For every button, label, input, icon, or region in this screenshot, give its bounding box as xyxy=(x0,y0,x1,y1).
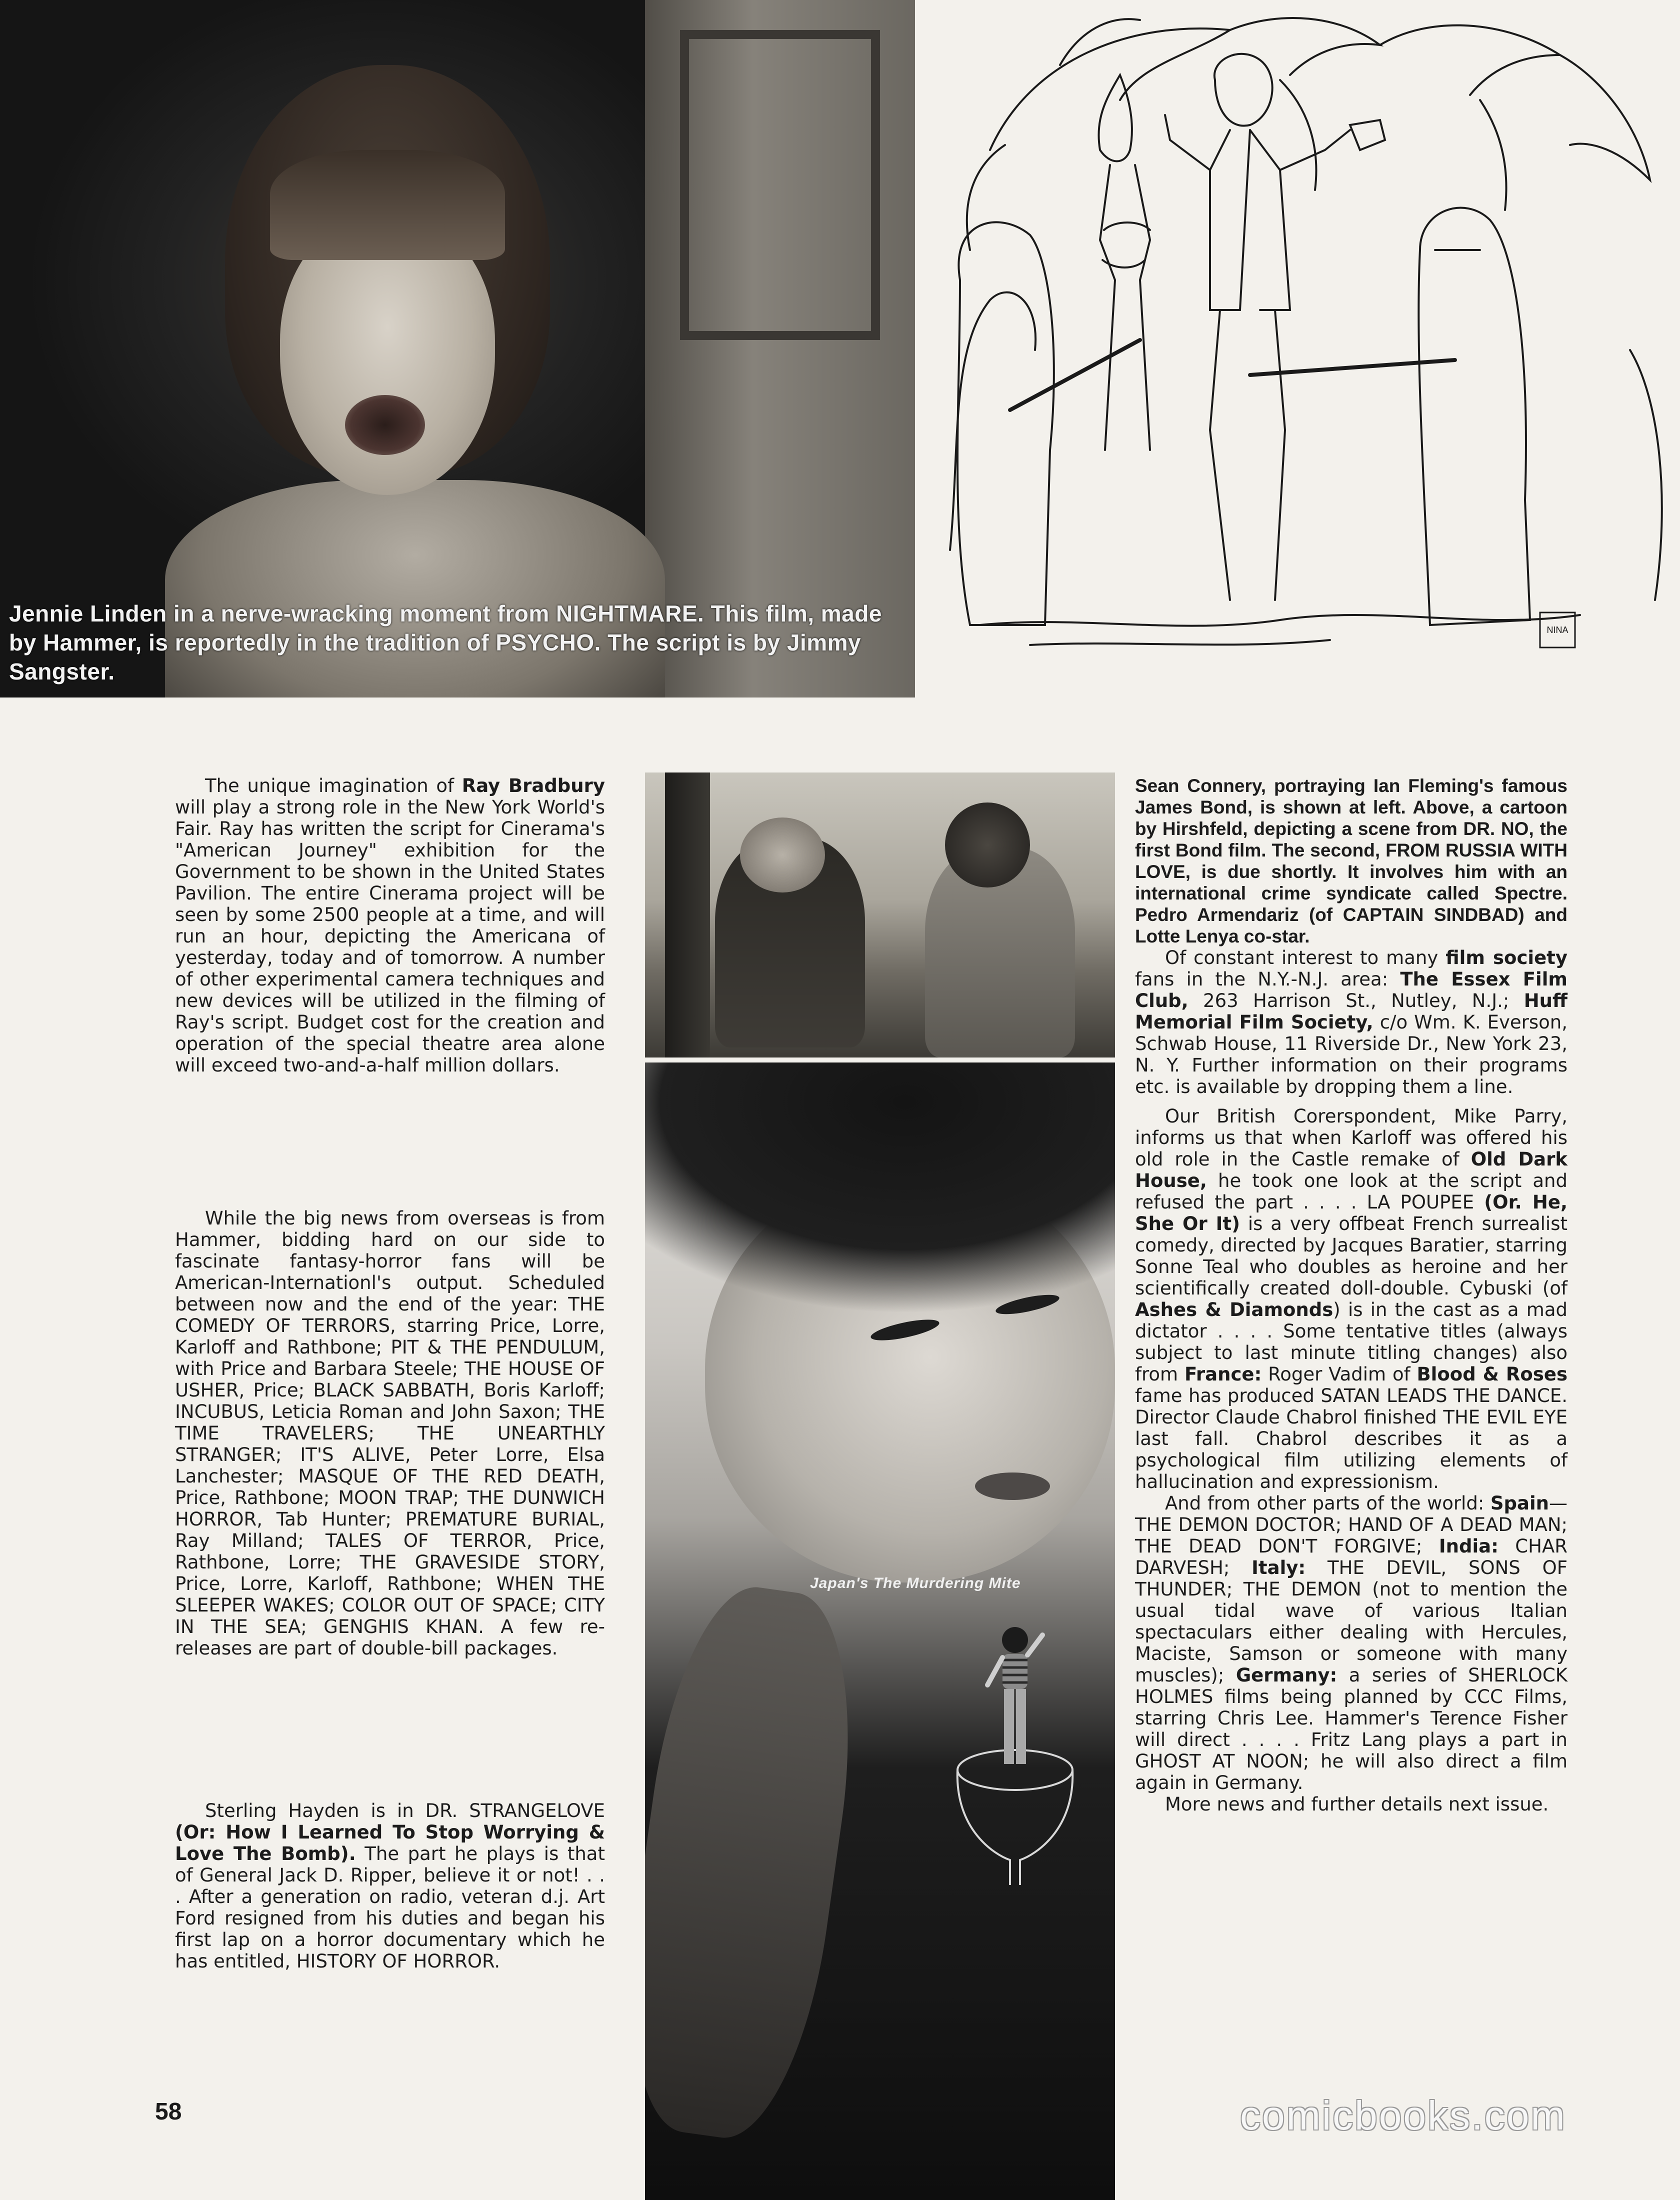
photo-bond-fight xyxy=(645,772,1115,1058)
photo-nightmare xyxy=(0,0,915,698)
caption-bond: Sean Connery, portraying Ian Fleming's famous James Bond, is shown at left. Above, a cartoon by Hirshfeld, depicting a scene from DR. NO, the first Bond film. The second, FROM RUSSIA WITH LOVE, is due shortly. It involves him with an international crime syndicate called Spectre. Pedro Armendariz (of CAPTAIN SINDBAD) and Lotte Lenya co-star. xyxy=(1135,776,1568,946)
page-number: 58 xyxy=(155,2098,182,2125)
photo-woman-hand xyxy=(645,1577,872,2148)
article-paragraph-bradbury: The unique imagination of Ray Bradbury will play a strong role in the New York World's Fair. Ray has written the script for Cinerama's "American Journey" exhibition for the Government to be shown in the United States Pavilion. The entire Cinerama project will be seen by some 2500 people at a time, and will run an hour, depicting the Americana of yesterday, today and of tomorrow. A number of other experimental camera techniques and new devices will be utilized in the filming of Ray's script. Budget cost for the creation and operation of the special theatre area alone will exceed two-and-a-half million dollars. xyxy=(175,775,605,1076)
watermark: comicbooks.com xyxy=(1240,2093,1566,2138)
svg-text:NINA: NINA xyxy=(1546,625,1568,635)
photo-door-panel xyxy=(680,30,880,340)
article-column-right xyxy=(1135,775,1568,1815)
article-paragraph-american-international: While the big news from overseas is from Hammer, bidding hard on our side to fascinate fantasy-horror fans will be American-Internationl's output. Scheduled between now and the end of the year: THE COMEDY OF TERRORS, starring Price, Lorre, Karloff and Rathbone; PIT & THE PENDULUM, with Price and Barbara Steele; THE HOUSE OF USHER, Price; BLACK SABBATH, Boris Karloff; INCUBUS, Leticia Roman and John Saxon; THE TIME TRAVELERS; THE UNEARTHLY STRANGER; IT'S ALIVE, Peter Lorre, Elsa Lanchester; MASQUE OF THE RED DEATH, Price, Rathbone; MOON TRAP; THE DUNWICH HORROR, Tab Hunter; PREMATURE BURIAL, Ray Milland; TALES OF TERROR, Price, Rathbone, Lorre; THE GRAVESIDE STORY, Price, Lorre, Karloff, Rathbone; WHEN THE SLEEPER WAKES; COLOR OUT OF SPACE; CITY IN THE SEA; GENGHIS KHAN. A few re-releases are part of double-bill packages. xyxy=(175,1208,605,1659)
photo-man-jacket-head xyxy=(945,802,1030,888)
photo-woman-hair xyxy=(645,1062,1115,1322)
photo-woman-lips xyxy=(975,1472,1050,1500)
photo-bangs xyxy=(270,150,505,260)
caption-murdering-mite: Japan's The Murdering Mite xyxy=(810,1575,1021,1592)
cartoon-drawing xyxy=(930,0,1680,690)
caption-nightmare: Jennie Linden in a nerve-wracking moment from NIGHTMARE. This film, made by Hammer, is reportedly in the tradition of PSYCHO. The script is by Jimmy Sangster. xyxy=(9,600,882,684)
article-paragraph-closing: More news and further details next issue. xyxy=(1165,1794,1549,1815)
article-paragraph-strangelove: Sterling Hayden is in DR. STRANGELOVE (Or: How I Learned To Stop Worrying & Love The Bomb). The part he plays is that of General Jack D. Ripper, believe it or not! . . . After a generation on radio, veteran d.j. Art Ford resigned from his duties and began his first lap on a horror documentary which he has entitled, HISTORY OF HORROR. xyxy=(175,1800,605,1972)
photo-mouth xyxy=(345,395,425,455)
article-paragraph-british-correspondent: Our British Corerspondent, Mike Parry, informs us that when Karloff was offered his old role in the Castle remake of Old Dark House, he took one look at the script and refused the part . . . . LA POUPEE (Or. He, She Or It) is a very offbeat French surrealist comedy, directed by Jacques Baratier, starring Sonne Teal who doubles as heroine and her scientifically created doll-double. Cybuski (of Ashes & Diamonds) is in the cast as a mad dictator . . . . Some tentative titles (always subject to last minute titling changes) also from France: Roger Vadim of Blood & Roses fame has produced SATAN LEADS THE DANCE. Director Claude Chabrol finished THE EVIL EYE last fall. Chabrol describes it as a psychological film utilizing elements of hallucination and expressionism. xyxy=(1135,1106,1568,1492)
photo-tree xyxy=(665,772,710,1058)
article-paragraph-film-societies: Of constant interest to many film society fans in the N.Y.-N.J. area: The Essex Film Club, 263 Harrison St., Nutley, N.J.; Huff Memorial Film Society, c/o Wm. K. Everson, Schwab House, 11 Riverside Dr., New York 23, N. Y. Further information on their programs etc. is available by dropping them a line. xyxy=(1135,947,1568,1098)
article-paragraph-world: And from other parts of the world: Spain—THE DEMON DOCTOR; HAND OF A DEAD MAN; THE DEAD DON'T FORGIVE; India: CHAR DARVESH; Italy: THE DEVIL, SONS OF THUNDER; THE DEMON (not to mention the usual tidal wave of various Italian spectaculars either dealing with Hercules, Maciste, Samson or someone with many muscles); Germany: a series of SHERLOCK HOLMES films being planned by CCC Films, starring Chris Lee. Hammer's Terence Fisher will direct . . . . Fritz Lang plays a part in GHOST AT NOON; he will also direct a film again in Germany. xyxy=(1135,1492,1568,1794)
photo-tiny-woman-in-glass xyxy=(955,1620,1075,1885)
photo-man-suit-head xyxy=(740,818,825,892)
hirschfeld-cartoon xyxy=(930,0,1680,690)
